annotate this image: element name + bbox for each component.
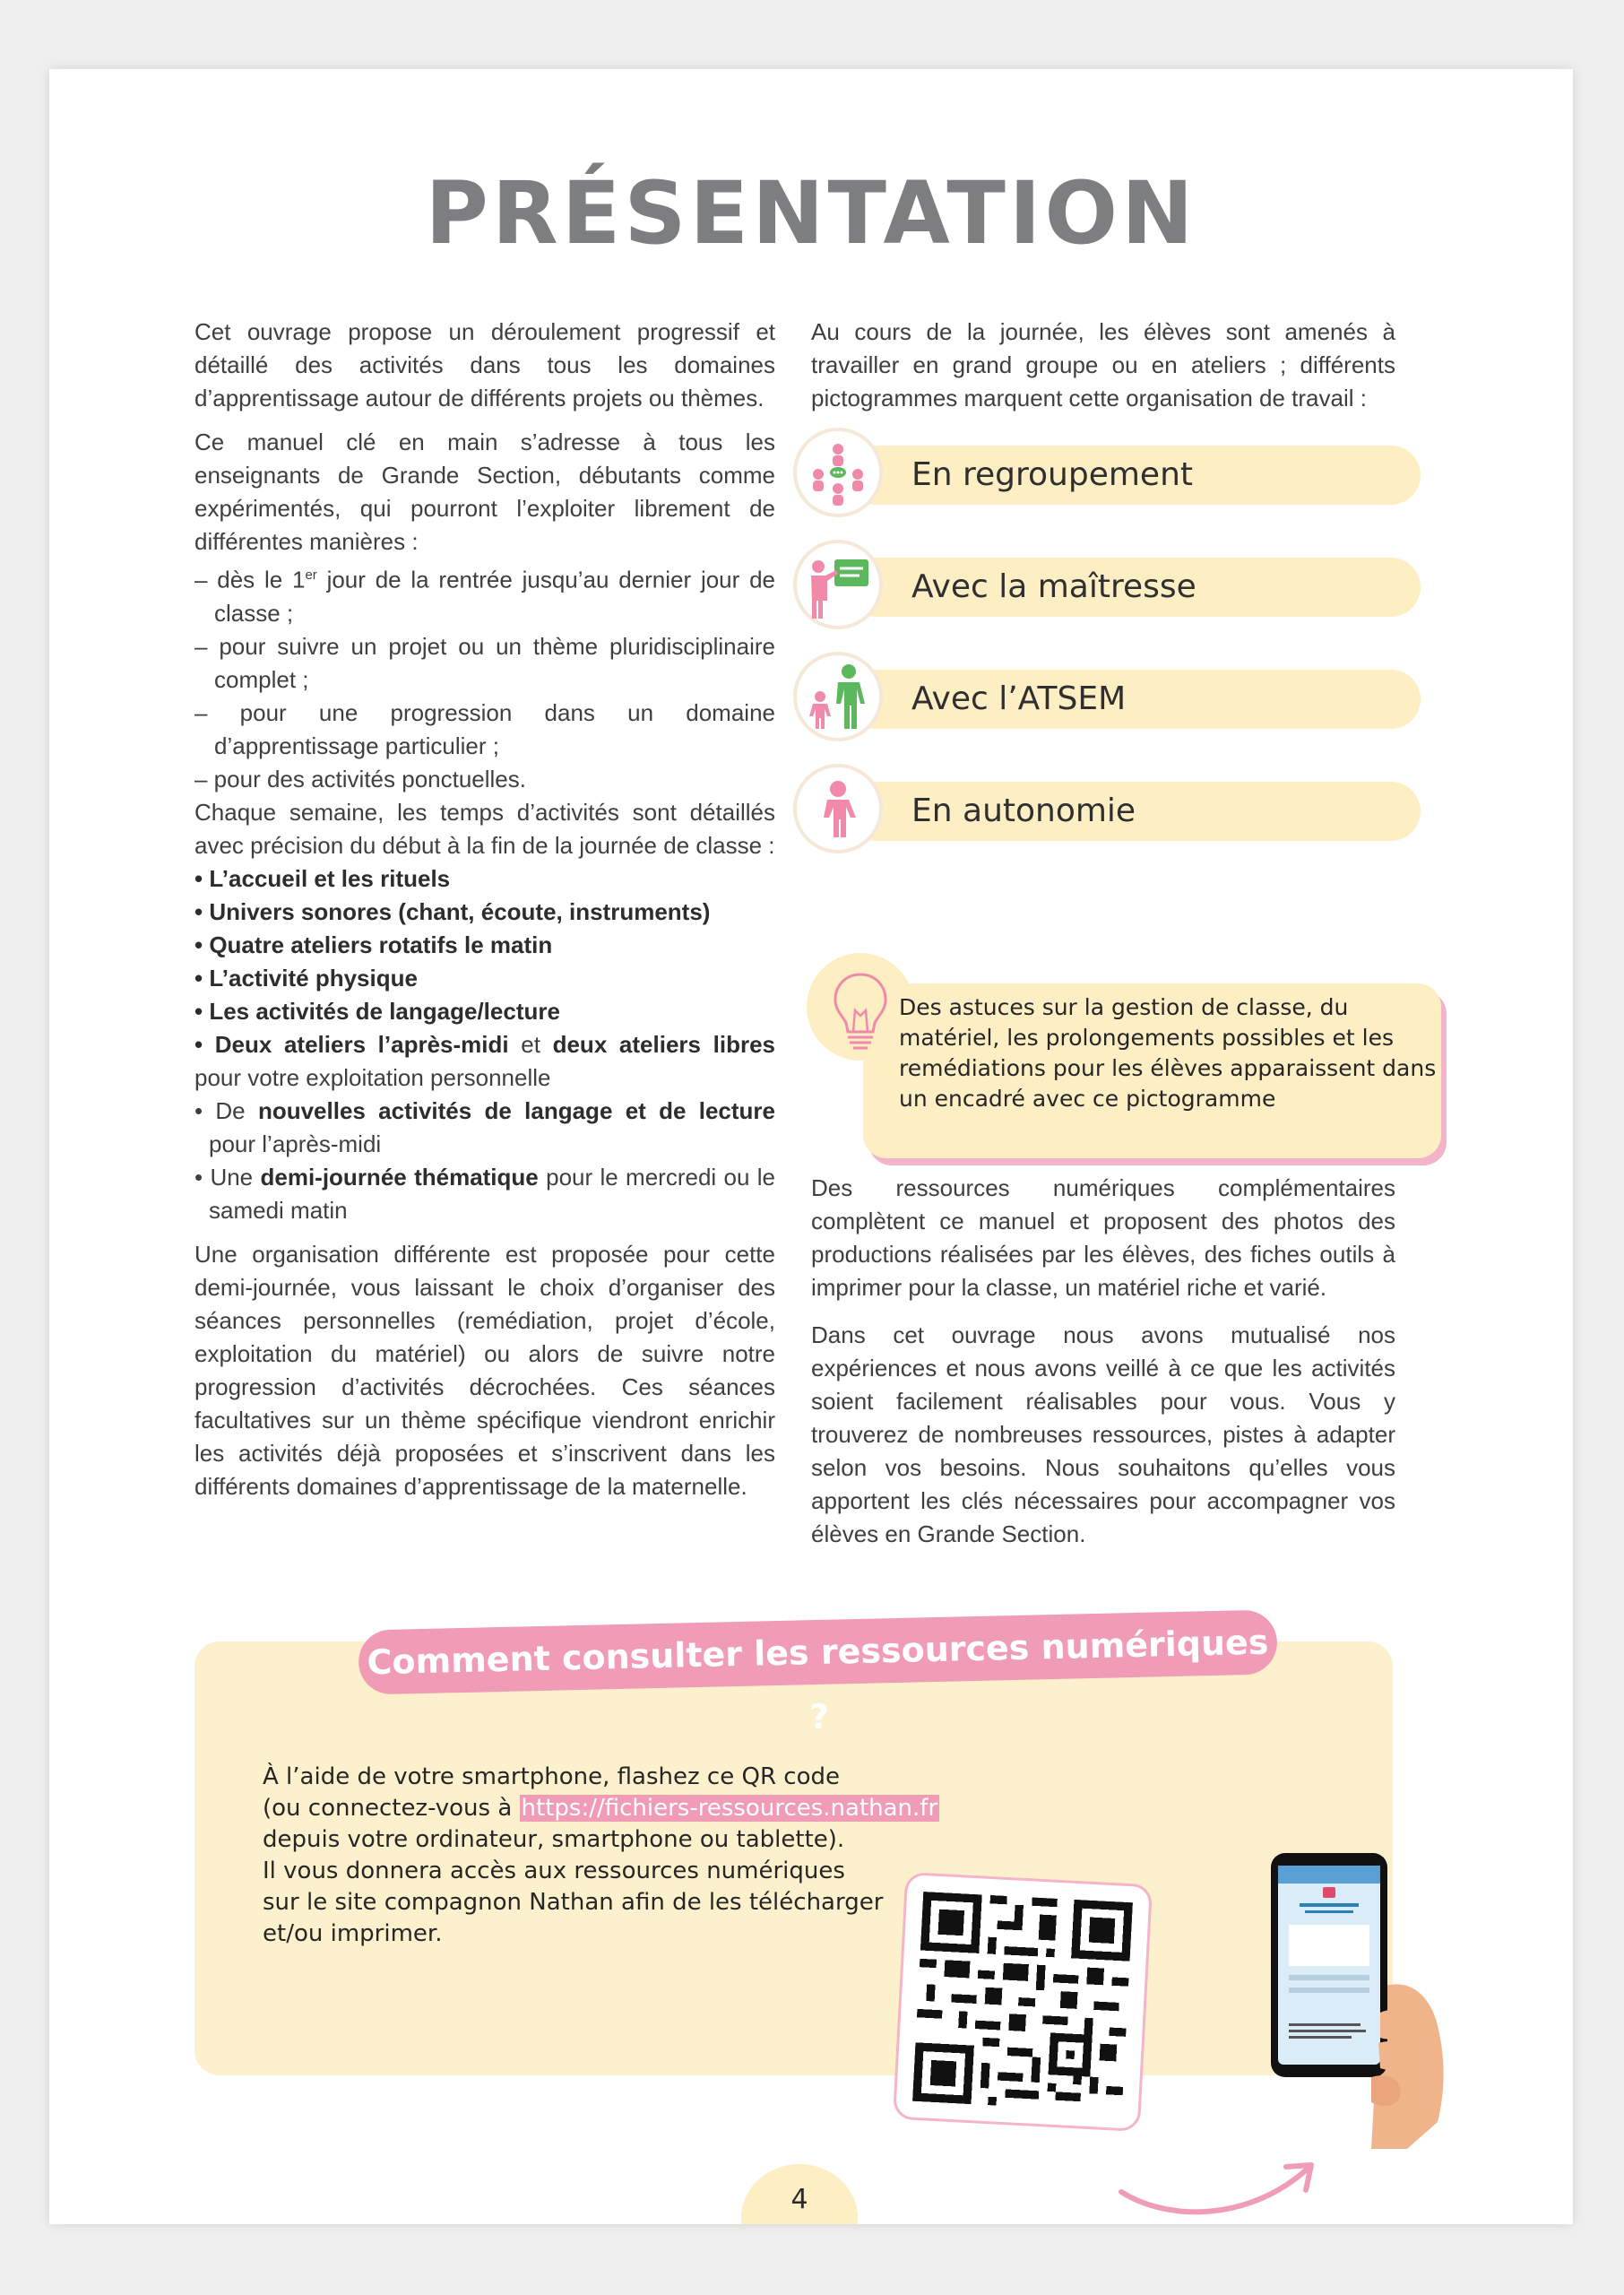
audience-paragraph: Ce manuel clé en main s’adresse à tous les enseignants de Grande Section, débutants comme expérimentés, qui pourront l’exploiter librement de différentes manières : [194,429,775,555]
pictogram-intro: Au cours de la journée, les élèves sont amenés à travailler en grand groupe ou en ateliers ; différents pictogrammes marquent cette organisation de travail : [811,318,1395,411]
page [49,69,1573,2224]
list-item: • Quatre ateliers rotatifs le matin [194,931,553,958]
list-item: • De nouvelles activités de langage et de lecture pour l’après-midi [194,1096,775,1157]
right-column-intro [811,316,1395,426]
picto-circle [793,764,883,853]
usage-item: – dès le 1er jour de la rentrée jusqu’au dernier jour de classe ; [194,566,775,627]
picto-regroupement [793,428,1438,524]
page-number-badge [741,2164,858,2224]
adult-child-icon [804,663,872,731]
smartphone-hand [1246,1853,1452,2149]
picto-label: En regroupement [911,456,1194,493]
organisation-paragraph: Une organisation différente est proposée pour cette demi-journée, vous laissant le choix d’organiser des séances personnelles (remédiation, projet d’école, exploitation du matériel) ou alors de suivre notre progression d’activités décrochées. Ces séances facultatives sur un thème spécifique viendront enrichir les activités déjà proposées et s’inscrivent dans les différents domaines d’apprentissage de la maternelle. [194,1240,775,1500]
instruction-line: Il vous donnera accès aux ressources numériques [263,1858,845,1884]
list-item: • L’accueil et les rituels [194,864,451,892]
picto-circle [793,540,883,629]
instruction-line: et/ou imprimer. [263,1920,443,1947]
usage-item: – pour une progression dans un domaine d’apprentissage particulier ; [194,698,775,759]
resources-banner-title: Comment consulter les ressources numériques ? [367,1622,1269,1737]
instruction-line: depuis votre ordinateur, smartphone ou tablette). [263,1826,845,1853]
resources-instructions [263,1762,980,1950]
left-column [194,316,775,1514]
intro-paragraph: Cet ouvrage propose un déroulement progressif et détaillé des activités dans tous les domaines d’apprentissage autour de différents projets ou thèmes. [194,318,775,411]
page-title: PRÉSENTATION [425,163,1197,264]
usage-item: – pour suivre un projet ou un thème pluridisciplinaire complet ; [194,632,775,693]
qr-code-card[interactable] [893,1872,1153,2132]
page-number: 4 [790,2184,808,2215]
list-item: • Univers sonores (chant, écoute, instruments) [194,897,711,925]
picto-maitresse [793,540,1438,637]
instruction-line: sur le site compagnon Nathan afin de les télécharger [263,1889,884,1916]
picto-atsem [793,652,1438,749]
group-icon [804,438,872,507]
list-item: • Une demi-journée thématique pour le mercredi ou le samedi matin [194,1163,776,1224]
usage-item: – pour des activités ponctuelles. [194,765,526,792]
picto-label: Avec l’ATSEM [911,680,1127,717]
instruction-line: (ou connectez-vous à https://fichiers-ressources.nathan.fr [263,1795,938,1822]
digital-resources-paragraph: Des ressources numériques complémentaires complètent ce manuel et proposent des photos des productions réalisées par les élèves, des fiches outils à imprimer pour la classe, un matériel riche et varié. [811,1174,1395,1301]
picto-autonomie [793,764,1438,861]
picto-label: En autonomie [911,792,1136,829]
resources-link[interactable]: https://fichiers-ressources.nathan.fr [521,1795,938,1822]
picto-circle [793,652,883,741]
schedule-paragraph: Chaque semaine, les temps d’activités sont détaillés avec précision du début à la fin de la journée de classe : [194,798,775,859]
list-item: • L’activité physique [194,964,418,992]
resources-banner [358,1609,1277,1737]
tip-bulb-badge [807,953,914,1061]
list-item: • Les activités de langage/lecture [194,997,560,1025]
conclusion-paragraph: Dans cet ouvrage nous avons mutualisé nos expériences et nous avons veillé à ce que les activités soient facilement réalisables pour vous. Vous y trouverez de nombreuses ressources, pistes à adapter selon vos besoins. Nous souhaitons qu’elles vous apportent les clés nécessaires pour accompagner vos élèves en Grande Section. [811,1321,1395,1547]
curved-arrow-icon [1116,2122,1331,2224]
instruction-line: À l’aide de votre smartphone, flashez ce QR code [263,1763,840,1790]
picto-label: Avec la maîtresse [911,568,1196,605]
child-icon [804,775,872,843]
picto-circle [793,428,883,517]
qr-code[interactable] [912,1892,1133,2112]
schedule-list [194,862,775,1227]
teacher-board-icon [804,550,872,619]
right-column-bottom [811,1172,1395,1562]
list-item: • Deux ateliers l’après-midi et deux ateliers libres pour votre exploitation personnelle [194,1030,775,1091]
tip-text: Des astuces sur la gestion de classe, du matériel, les prolongements possibles et les remédiations pour les élèves apparaissent dans un encadré avec ce pictogramme [899,994,1437,1112]
lightbulb-icon [828,969,893,1059]
